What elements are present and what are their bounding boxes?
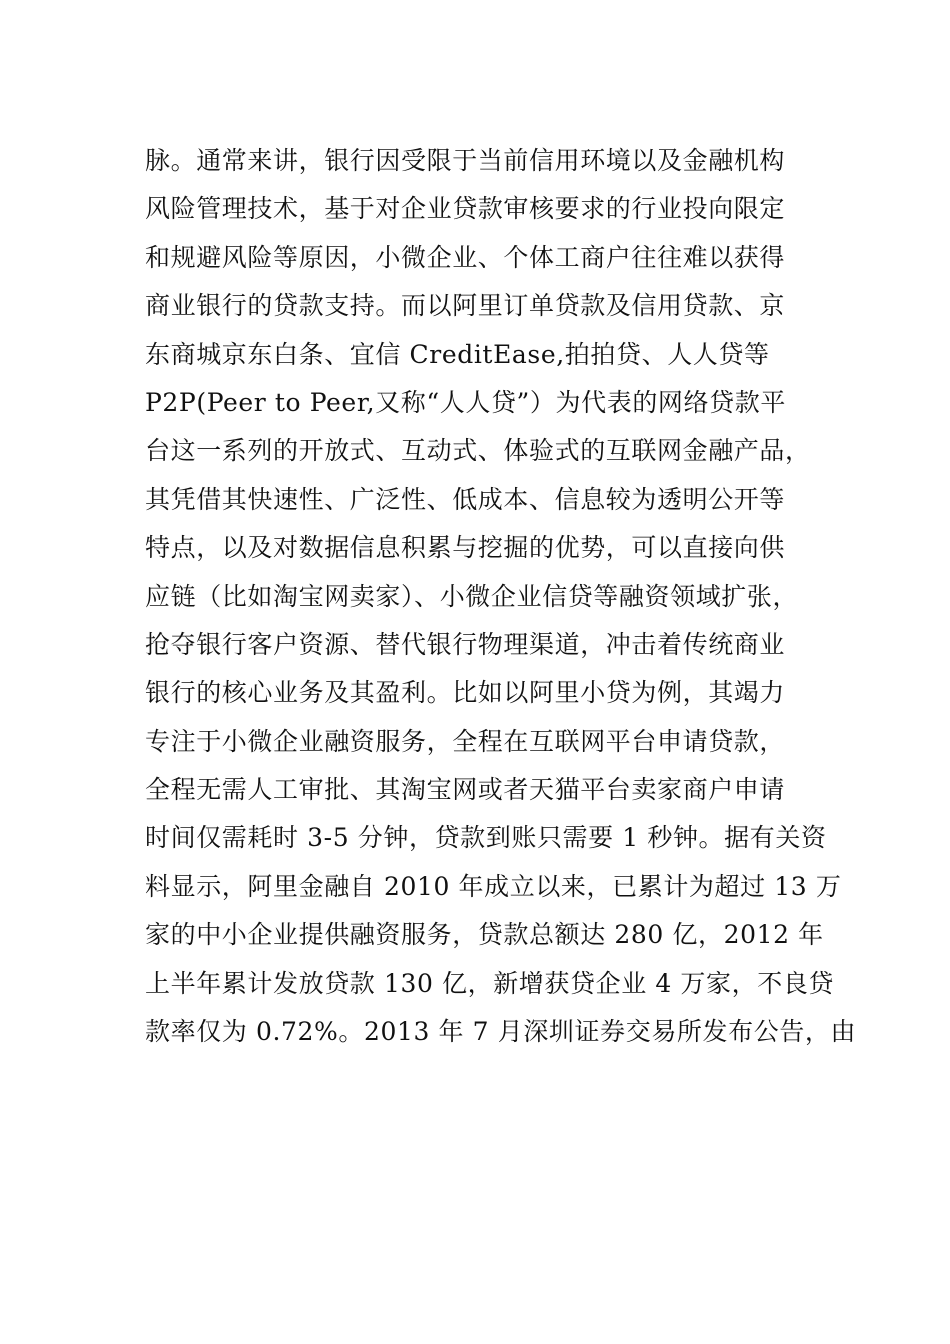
text-line: P2P(Peer to Peer,又称“人人贷”）为代表的网络贷款平 [145,387,786,417]
text-line: 和规避风险等原因，小微企业、个体工商户往往难以获得 [145,242,786,272]
text-line: 款率仅为 0.72%。2013 年 7 月深圳证券交易所发布公告，由 [145,1017,857,1047]
text-line: 专注于小微企业融资服务，全程在互联网平台申请贷款， [145,726,786,756]
text-line: 银行的核心业务及其盈利。比如以阿里小贷为例，其竭力 [145,678,786,708]
text-line: 料显示，阿里金融自 2010 年成立以来，已累计为超过 13 万 [145,871,842,901]
text-line: 其凭借其快速性、广泛性、低成本、信息较为透明公开等 [145,484,786,514]
text-line: 抢夺银行客户资源、替代银行物理渠道，冲击着传统商业 [145,629,786,659]
text-line: 家的中小企业提供融资服务，贷款总额达 280 亿，2012 年 [145,920,824,950]
text-line: 特点，以及对数据信息积累与挖掘的优势，可以直接向供 [145,533,786,563]
text-line: 脉。通常来讲，银行因受限于当前信用环境以及金融机构 [145,146,786,175]
text-line: 应链（比如淘宝网卖家）、小微企业信贷等融资领域扩张， [145,581,799,611]
text-line: 商业银行的贷款支持。而以阿里订单贷款及信用贷款、京 [145,291,786,321]
text-line: 风险管理技术，基于对企业贷款审核要求的行业投向限定 [145,194,786,224]
text-line: 时间仅需耗时 3-5 分钟，贷款到账只需要 1 秒钟。据有关资 [145,823,827,853]
text-line: 台这一系列的开放式、互动式、体验式的互联网金融产品， [145,436,811,466]
body-text [145,137,857,1056]
text-line: 东商城京东白条、宜信 CreditEase,拍拍贷、人人贷等 [145,339,770,369]
text-line: 上半年累计发放贷款 130 亿，新增获贷企业 4 万家，不良贷 [145,968,835,998]
text-line: 全程无需人工审批、其淘宝网或者天猫平台卖家商户申请 [145,775,786,805]
